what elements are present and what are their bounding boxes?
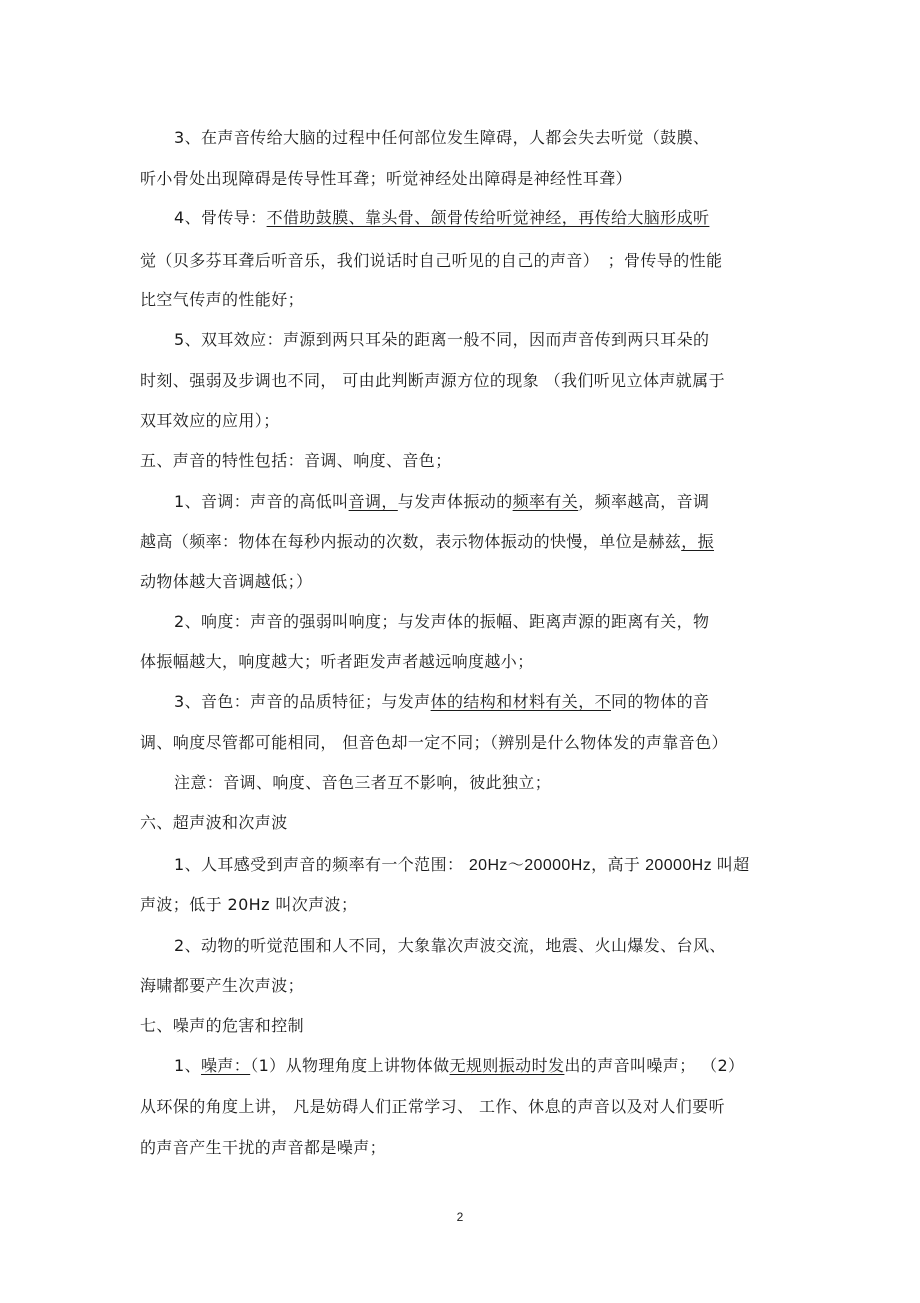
- ultrasound-line-1: [174, 854, 750, 877]
- timbre-line-1: [174, 691, 709, 713]
- section-5-heading: 五、声音的特性包括：音调、响度、音色；: [140, 451, 452, 470]
- timbre-underline: 体的结构和材料有关，不: [430, 692, 611, 711]
- pitch-line-2-underline: ，振: [681, 532, 715, 551]
- noise-underline-2: 无规则振动时发: [449, 1056, 565, 1075]
- animals-line-2: 海啸都要产生次声波；: [140, 976, 305, 995]
- pitch-line-2-text: 越高（频率：物体在每秒内振动的次数，表示物体振动的快慢，单位是赫兹: [140, 532, 682, 551]
- noise-text-c: 出的声音叫噪声； （2）: [564, 1056, 745, 1075]
- pitch-text-b: 与发声体振动的: [397, 492, 513, 511]
- ultrasound-line-2: 声波；低于 20Hz 叫次声波；: [140, 895, 358, 914]
- para-4-line-3: 比空气传声的性能好；: [140, 290, 305, 309]
- noise-line-2: 从环保的角度上讲， 凡是妨碍人们正常学习、 工作、休息的声音以及对人们要听: [140, 1097, 725, 1116]
- para-3-line-1: 3、在声音传给大脑的过程中任何部位发生障碍，人都会失去听觉（鼓膜、: [174, 128, 710, 147]
- para-5-line-3: 双耳效应的应用）；: [140, 411, 280, 430]
- pitch-underline-1: 音调，: [348, 492, 398, 511]
- timbre-line-2: 调、响度尽管都可能相同， 但音色却一定不同；（辨别是什么物体发的声靠音色）: [140, 733, 728, 752]
- pitch-line-2: [140, 531, 714, 553]
- noise-text-a: 1、: [174, 1056, 201, 1075]
- noise-line-3: 的声音产生干扰的声音都是噪声；: [140, 1138, 387, 1157]
- note-line: 注意：音调、响度、音色三者互不影响，彼此独立；: [174, 773, 552, 792]
- para-5-line-2: 时刻、强弱及步调也不同， 可由此判断声源方位的现象 （我们听见立体声就属于: [140, 371, 725, 390]
- pitch-text-a: 1、音调：声音的高低叫: [174, 492, 349, 511]
- timbre-text-a: 3、音色：声音的品质特征；与发声: [174, 692, 431, 711]
- pitch-line-1: [174, 491, 709, 513]
- para-3-line-2: 听小骨处出现障碍是传导性耳聋；听觉神经处出障碍是神经性耳聋）: [140, 169, 633, 188]
- para-4-line-2: 觉（贝多芬耳聋后听音乐，我们说话时自己听见的自己的声音） ；骨传导的性能: [140, 251, 723, 270]
- bone-conduction-definition: 不借助鼓膜、靠头骨、颌骨传给听觉神经，再传给大脑形成听: [266, 208, 710, 227]
- para-4-line-1: [174, 207, 709, 229]
- pitch-text-c: ，频率越高，音调: [578, 492, 710, 511]
- noise-text-b: （1）从物理角度上讲物体做: [250, 1056, 450, 1075]
- timbre-text-b: 同的物体的音: [611, 692, 710, 711]
- section-6-heading: 六、超声波和次声波: [140, 813, 288, 832]
- pitch-line-3: 动物体越大音调越低；）: [140, 572, 313, 591]
- bone-conduction-label: 4、骨传导：: [174, 208, 267, 227]
- ultrasound-text-b: 20Hz～20000Hz，高于 20000Hz 叫超: [468, 857, 750, 874]
- page-number: 2: [456, 1210, 464, 1224]
- section-7-heading: 七、噪声的危害和控制: [140, 1016, 305, 1035]
- animals-line-1: 2、动物的听觉范围和人不同，大象靠次声波交流，地震、火山爆发、台风、: [174, 936, 726, 955]
- noise-line-1: [174, 1055, 744, 1077]
- loudness-line-2: 体振幅越大，响度越大；听者距发声者越远响度越小；: [140, 652, 534, 671]
- para-5-line-1: 5、双耳效应：声源到两只耳朵的距离一般不同，因而声音传到两只耳朵的: [174, 330, 710, 349]
- noise-underline-1: 噪声：: [200, 1056, 251, 1075]
- pitch-underline-2: 频率有关: [512, 492, 579, 511]
- loudness-line-1: 2、响度：声音的强弱叫响度；与发声体的振幅、距离声源的距离有关，物: [174, 612, 710, 631]
- ultrasound-text-a: 1、人耳感受到声音的频率有一个范围：: [174, 855, 469, 874]
